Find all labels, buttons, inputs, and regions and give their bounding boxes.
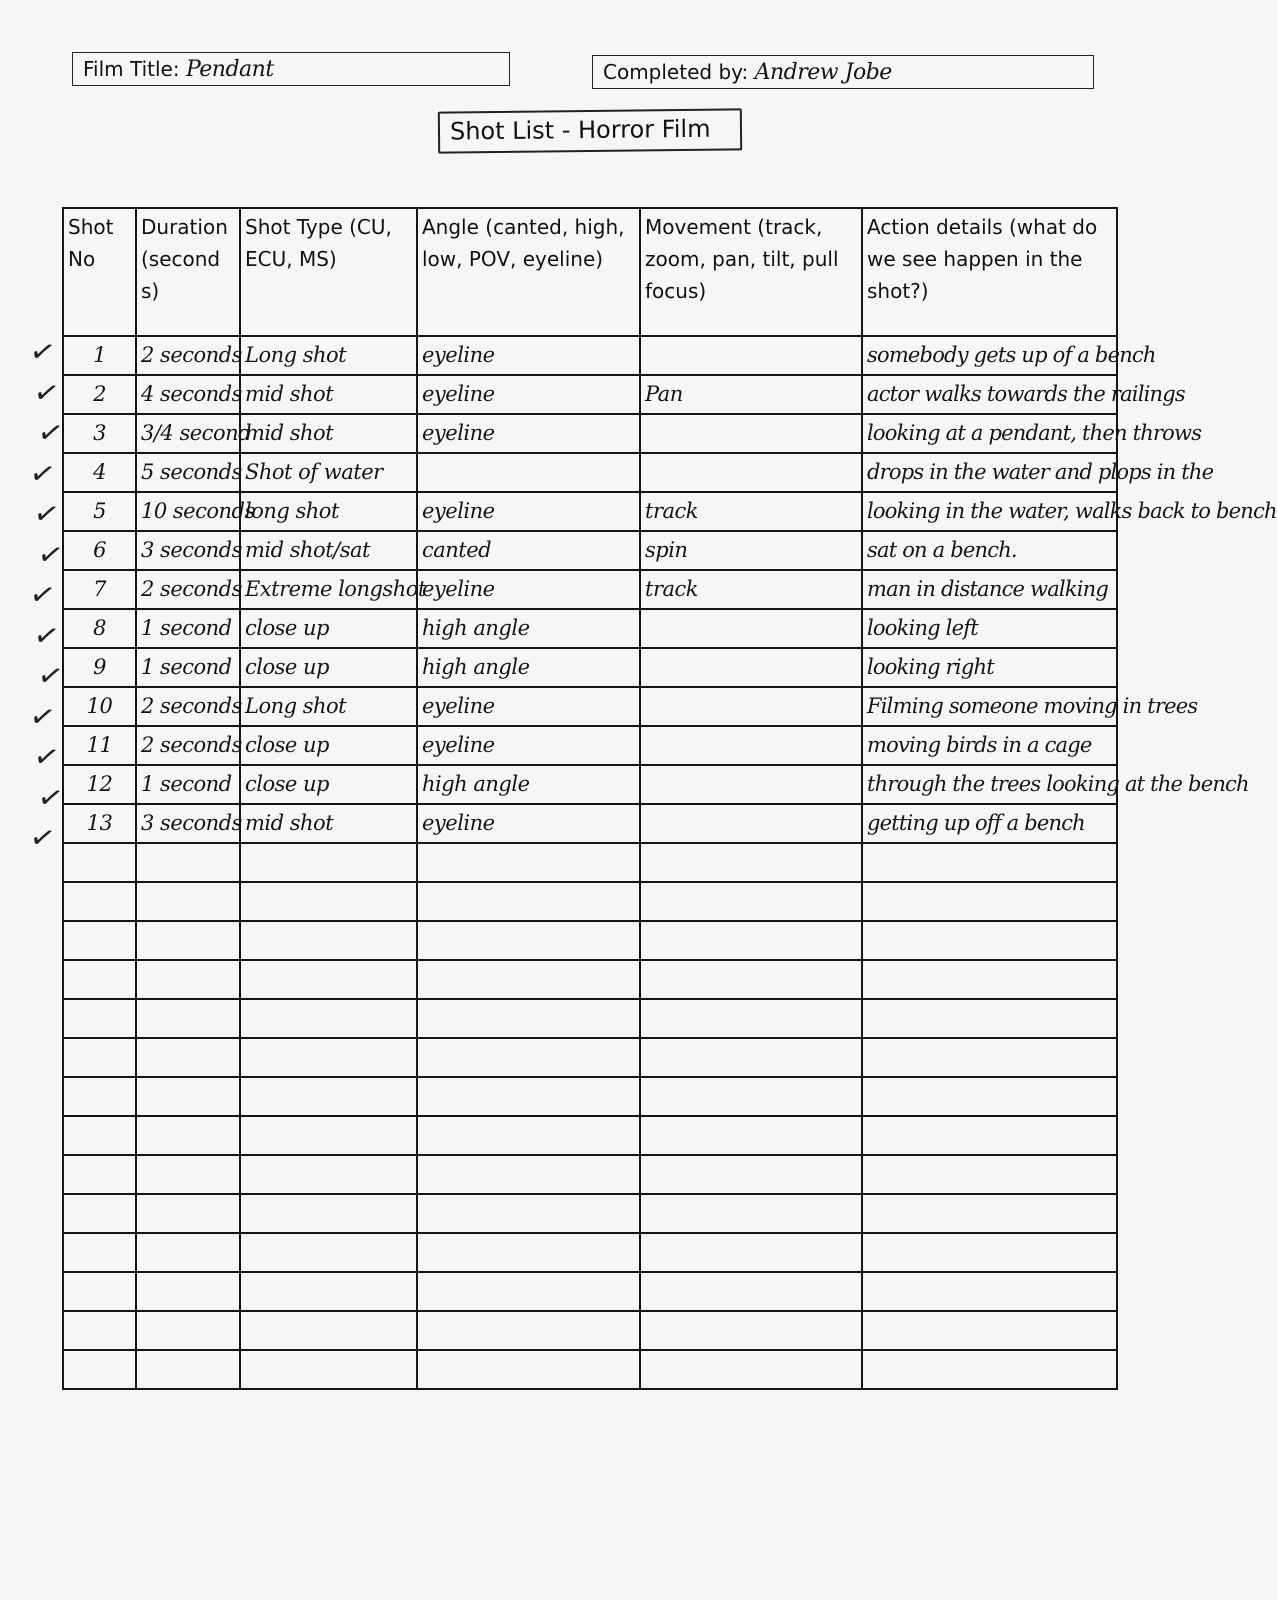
cell-empty — [417, 1233, 640, 1272]
table-row-empty — [63, 1233, 1117, 1272]
cell-empty — [240, 960, 417, 999]
table-row — [63, 492, 1117, 531]
cell-empty — [640, 843, 862, 882]
table-body — [63, 336, 1277, 1389]
cell-empty — [862, 999, 1117, 1038]
completed-by-box — [592, 55, 1094, 89]
cell-movement — [640, 336, 862, 375]
cell-empty — [63, 1350, 136, 1389]
cell-action: getting up off a bench — [862, 804, 1117, 843]
cell-empty — [136, 921, 240, 960]
completed-by-value: Andrew Jobe — [754, 60, 892, 85]
cell-shot-type: mid shot — [240, 804, 417, 843]
table-row-empty — [63, 1272, 1117, 1311]
cell-duration: 2 seconds — [136, 336, 240, 375]
cell-empty — [417, 960, 640, 999]
table-row — [63, 609, 1117, 648]
cell-empty — [240, 843, 417, 882]
tick-mark: ✓ — [30, 616, 63, 656]
tick-mark: ✓ — [26, 575, 59, 616]
cell-empty — [240, 1350, 417, 1389]
tick-mark: ✓ — [30, 494, 63, 535]
cell-empty — [862, 882, 1117, 921]
cell-angle — [417, 453, 640, 492]
cell-empty — [640, 999, 862, 1038]
cell-duration: 1 second — [136, 765, 240, 804]
cell-empty — [417, 1155, 640, 1194]
cell-angle: eyeline — [417, 687, 640, 726]
col-header-shot-no: Shot No — [63, 208, 136, 336]
cell-empty — [417, 1194, 640, 1233]
cell-empty — [640, 1116, 862, 1155]
cell-shot-no: 1 — [63, 336, 136, 375]
cell-duration: 3 seconds — [136, 804, 240, 843]
cell-empty — [862, 1233, 1117, 1272]
cell-empty — [640, 1194, 862, 1233]
cell-angle: eyeline — [417, 414, 640, 453]
table-row — [63, 648, 1117, 687]
cell-empty — [862, 1272, 1117, 1311]
cell-duration: 1 second — [136, 648, 240, 687]
cell-shot-type: mid shot/sat — [240, 531, 417, 570]
cell-empty — [63, 960, 136, 999]
cell-duration: 2 seconds — [136, 687, 240, 726]
cell-shot-type: close up — [240, 609, 417, 648]
shot-list-table — [62, 207, 1277, 1390]
cell-duration: 2 seconds — [136, 570, 240, 609]
completed-by-label: Completed by: — [603, 60, 749, 84]
table-row — [63, 765, 1117, 804]
table-row-empty — [63, 843, 1117, 882]
cell-empty — [862, 1350, 1117, 1389]
cell-empty — [240, 1311, 417, 1350]
cell-empty — [63, 1077, 136, 1116]
cell-empty — [63, 1155, 136, 1194]
cell-action: looking at a pendant, then throws — [862, 414, 1117, 453]
cell-angle: eyeline — [417, 726, 640, 765]
cell-empty — [136, 843, 240, 882]
col-header-movement: Movement (track, zoom, pan, tilt, pull focus) — [640, 208, 862, 336]
cell-shot-type: long shot — [240, 492, 417, 531]
cell-movement — [640, 414, 862, 453]
cell-movement: spin — [640, 531, 862, 570]
cell-action: drops in the water and plops in the — [862, 453, 1117, 492]
col-header-shot-type: Shot Type (CU, ECU, MS) — [240, 208, 417, 336]
cell-empty — [136, 1077, 240, 1116]
table-row-empty — [63, 1194, 1117, 1233]
film-title-value: Pendant — [185, 57, 274, 82]
cell-empty — [640, 882, 862, 921]
cell-action: Filming someone moving in trees — [862, 687, 1117, 726]
cell-empty — [240, 1038, 417, 1077]
cell-movement — [640, 726, 862, 765]
cell-empty — [136, 1233, 240, 1272]
cell-empty — [136, 1272, 240, 1311]
table-row-empty — [63, 999, 1117, 1038]
table-row-empty — [63, 882, 1117, 921]
cell-empty — [240, 1194, 417, 1233]
cell-movement — [640, 609, 862, 648]
cell-empty — [240, 1155, 417, 1194]
cell-movement — [640, 648, 862, 687]
cell-angle: high angle — [417, 609, 640, 648]
cell-empty — [417, 921, 640, 960]
cell-action: through the trees looking at the bench — [862, 765, 1117, 804]
cell-empty — [136, 1194, 240, 1233]
cell-shot-type: Shot of water — [240, 453, 417, 492]
cell-empty — [417, 1272, 640, 1311]
table-row-empty — [63, 1350, 1117, 1389]
table-row-empty — [63, 960, 1117, 999]
cell-empty — [640, 1155, 862, 1194]
cell-empty — [417, 1038, 640, 1077]
table-header-row — [63, 208, 1117, 336]
cell-empty — [63, 1311, 136, 1350]
col-header-action: Action details (what do we see happen in the shot?) — [862, 208, 1117, 336]
cell-shot-type: mid shot — [240, 375, 417, 414]
cell-shot-no: 9 — [63, 648, 136, 687]
cell-action: looking right — [862, 648, 1117, 687]
table-row — [63, 336, 1117, 375]
cell-empty — [862, 1116, 1117, 1155]
sheet-title: Shot List - Horror Film — [449, 114, 711, 146]
tick-mark: ✓ — [30, 373, 63, 413]
table-row-empty — [63, 921, 1117, 960]
cell-empty — [417, 1077, 640, 1116]
cell-duration: 1 second — [136, 609, 240, 648]
cell-duration: 10 seconds — [136, 492, 240, 531]
cell-angle: eyeline — [417, 570, 640, 609]
cell-shot-type: close up — [240, 765, 417, 804]
table-row-empty — [63, 1116, 1117, 1155]
film-title-label: Film Title: — [83, 57, 180, 81]
col-header-duration: Duration (seconds) — [136, 208, 240, 336]
cell-empty — [417, 999, 640, 1038]
cell-duration: 2 seconds — [136, 726, 240, 765]
cell-action: sat on a bench. — [862, 531, 1117, 570]
cell-empty — [63, 882, 136, 921]
cell-empty — [63, 1233, 136, 1272]
cell-movement: track — [640, 492, 862, 531]
cell-movement — [640, 687, 862, 726]
table-row — [63, 531, 1117, 570]
cell-shot-no: 4 — [63, 453, 136, 492]
cell-empty — [417, 1116, 640, 1155]
cell-empty — [136, 1350, 240, 1389]
cell-shot-no: 7 — [63, 570, 136, 609]
film-title-box — [72, 52, 510, 86]
cell-shot-type: Extreme longshot — [240, 570, 417, 609]
cell-empty — [136, 960, 240, 999]
cell-empty — [417, 843, 640, 882]
cell-empty — [63, 999, 136, 1038]
cell-empty — [640, 960, 862, 999]
cell-angle: canted — [417, 531, 640, 570]
cell-empty — [640, 1038, 862, 1077]
tick-mark: ✓ — [34, 535, 67, 575]
cell-empty — [640, 921, 862, 960]
table-row-empty — [63, 1311, 1117, 1350]
cell-duration: 5 seconds — [136, 453, 240, 492]
cell-shot-type: close up — [240, 726, 417, 765]
cell-action: looking left — [862, 609, 1117, 648]
cell-duration: 3 seconds — [136, 531, 240, 570]
table-row-empty — [63, 1077, 1117, 1116]
cell-angle: high angle — [417, 648, 640, 687]
cell-empty — [862, 960, 1117, 999]
cell-action: moving birds in a cage — [862, 726, 1117, 765]
cell-empty — [136, 999, 240, 1038]
table-row-empty — [63, 1155, 1117, 1194]
cell-angle: eyeline — [417, 336, 640, 375]
cell-shot-no: 10 — [63, 687, 136, 726]
cell-empty — [240, 1077, 417, 1116]
cell-empty — [63, 921, 136, 960]
cell-empty — [136, 1311, 240, 1350]
cell-empty — [417, 1311, 640, 1350]
cell-movement: Pan — [640, 375, 862, 414]
cell-empty — [862, 1038, 1117, 1077]
cell-empty — [63, 1038, 136, 1077]
cell-duration: 3/4 second — [136, 414, 240, 453]
cell-shot-no: 2 — [63, 375, 136, 414]
cell-duration: 4 seconds — [136, 375, 240, 414]
cell-action: looking in the water, walks back to bench — [862, 492, 1117, 531]
cell-shot-no: 6 — [63, 531, 136, 570]
cell-angle: high angle — [417, 765, 640, 804]
cell-empty — [640, 1350, 862, 1389]
cell-angle: eyeline — [417, 492, 640, 531]
tick-mark: ✓ — [30, 737, 63, 778]
cell-empty — [640, 1233, 862, 1272]
cell-shot-type: mid shot — [240, 414, 417, 453]
cell-empty — [240, 1233, 417, 1272]
cell-empty — [136, 1116, 240, 1155]
cell-empty — [240, 1116, 417, 1155]
cell-empty — [640, 1311, 862, 1350]
cell-empty — [240, 999, 417, 1038]
cell-shot-type: Long shot — [240, 687, 417, 726]
cell-shot-type: Long shot — [240, 336, 417, 375]
cell-empty — [240, 1272, 417, 1311]
cell-angle: eyeline — [417, 375, 640, 414]
cell-shot-no: 3 — [63, 414, 136, 453]
cell-action: somebody gets up of a bench — [862, 336, 1117, 375]
cell-shot-type: close up — [240, 648, 417, 687]
cell-empty — [63, 1116, 136, 1155]
table-row — [63, 375, 1117, 414]
cell-shot-no: 12 — [63, 765, 136, 804]
sheet-title-box — [438, 108, 742, 153]
cell-action: actor walks towards the railings — [862, 375, 1117, 414]
tick-mark: ✓ — [26, 332, 59, 373]
cell-empty — [136, 1038, 240, 1077]
cell-shot-no: 8 — [63, 609, 136, 648]
tick-mark: ✓ — [26, 697, 59, 737]
cell-empty — [240, 882, 417, 921]
tick-mark: ✓ — [34, 413, 67, 454]
table-row — [63, 453, 1117, 492]
cell-shot-no: 13 — [63, 804, 136, 843]
table-row-empty — [63, 1038, 1117, 1077]
cell-empty — [136, 882, 240, 921]
cell-empty — [862, 1155, 1117, 1194]
table-row — [63, 804, 1117, 843]
col-header-angle: Angle (canted, high, low, POV, eyeline) — [417, 208, 640, 336]
cell-movement — [640, 765, 862, 804]
cell-shot-no: 11 — [63, 726, 136, 765]
tick-mark: ✓ — [26, 818, 59, 859]
tick-mark: ✓ — [34, 656, 67, 697]
tick-mark: ✓ — [34, 778, 67, 818]
tick-mark: ✓ — [26, 454, 59, 494]
cell-empty — [862, 843, 1117, 882]
cell-movement — [640, 453, 862, 492]
cell-empty — [63, 1194, 136, 1233]
cell-angle: eyeline — [417, 804, 640, 843]
cell-empty — [240, 921, 417, 960]
table-row — [63, 726, 1117, 765]
cell-empty — [862, 921, 1117, 960]
cell-empty — [862, 1077, 1117, 1116]
cell-empty — [640, 1077, 862, 1116]
table-row — [63, 570, 1117, 609]
cell-action: man in distance walking — [862, 570, 1117, 609]
cell-empty — [862, 1311, 1117, 1350]
cell-empty — [417, 882, 640, 921]
table-row — [63, 687, 1117, 726]
cell-empty — [63, 1272, 136, 1311]
cell-movement: track — [640, 570, 862, 609]
cell-empty — [862, 1194, 1117, 1233]
cell-shot-no: 5 — [63, 492, 136, 531]
cell-empty — [417, 1350, 640, 1389]
cell-empty — [640, 1272, 862, 1311]
table-row — [63, 414, 1117, 453]
cell-movement — [640, 804, 862, 843]
cell-empty — [63, 843, 136, 882]
cell-empty — [136, 1155, 240, 1194]
